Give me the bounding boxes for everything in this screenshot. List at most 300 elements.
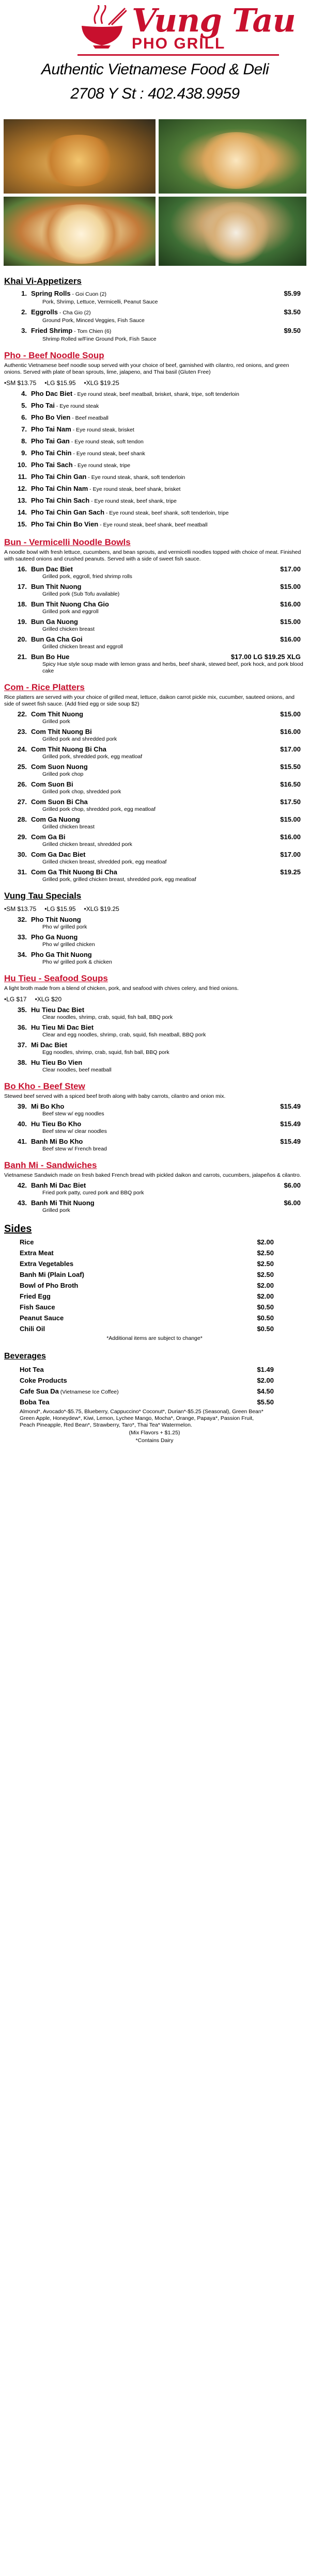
item-name-text: Com Ga Thit Nuong Bi Cha <box>31 868 117 876</box>
item-name <box>16 933 305 941</box>
menu-item <box>4 1397 305 1407</box>
item-description: Spicy Hue style soup made with lemon grass and herbs, beef shank, stewed beef, pork hock, and pork blood cake <box>42 661 303 674</box>
item-number: 20. <box>17 635 27 643</box>
item-name: Peanut Sauce <box>20 1314 64 1322</box>
item-name <box>16 289 305 299</box>
menu-item <box>4 780 305 795</box>
menu-item <box>4 1364 305 1375</box>
menu-item <box>4 600 305 615</box>
item-price: $6.00 <box>284 1199 301 1207</box>
item-name-detail: - Cha Gio (2) <box>58 310 91 316</box>
item-name <box>16 449 305 458</box>
menu-item <box>4 1291 305 1302</box>
menu-item <box>4 1119 305 1135</box>
item-name: Chili Oil <box>20 1325 45 1333</box>
item-number: 6. <box>21 413 27 421</box>
item-name-text: Com Thit Nuong Bi Cha <box>31 745 106 753</box>
item-number: 39. <box>17 1102 27 1110</box>
menu-item <box>4 617 305 633</box>
item-name <box>16 520 305 530</box>
item-name <box>16 600 305 609</box>
hutieu-description: A light broth made from a blend of chicken, pork, and seafood with chives celery, and fried onions. <box>4 985 239 991</box>
item-name <box>16 437 305 446</box>
item-number: 9. <box>21 449 27 457</box>
item-name: Hot Tea <box>20 1366 44 1373</box>
food-photo-3 <box>2 195 157 267</box>
item-name <box>16 1102 305 1111</box>
item-name <box>16 745 305 754</box>
item-description: Beef stew w/ egg noodles <box>42 1111 104 1117</box>
item-name <box>16 868 305 876</box>
item-price: $6.00 <box>284 1181 301 1189</box>
menu-item <box>4 413 305 423</box>
item-description: Shrimp Rolled w/Fine Ground Pork, Fish Sauce <box>42 336 157 342</box>
item-name <box>16 389 305 399</box>
item-name: Fish Sauce <box>20 1303 55 1311</box>
boba-dairy-note: *Contains Dairy <box>135 1437 174 1444</box>
bokho-description: Stewed beef served with a spiced beef broth along with baby carrots, cilantro and onion mix. <box>4 1093 226 1099</box>
brand-subtitle: PHO GRILL <box>132 35 226 52</box>
item-description: Grilled pork chop, shredded pork, egg meatloaf <box>42 806 156 812</box>
item-name-text: Hu Tieu Dac Biet <box>31 1006 85 1014</box>
item-number: 23. <box>17 728 27 735</box>
item-name-detail: - Eye round steak, beef meatball, brisket, shank, tripe, soft tenderloin <box>72 391 239 397</box>
menu-item <box>4 496 305 506</box>
menu-item <box>4 449 305 458</box>
item-description: Pho w/ grilled pork <box>42 924 87 930</box>
item-description: Beef stew w/ French bread <box>42 1146 107 1152</box>
menu-item <box>4 950 305 966</box>
menu-item <box>4 520 305 530</box>
item-price: $16.00 <box>280 728 301 735</box>
menu-header <box>0 0 310 118</box>
item-description: Grilled pork and eggroll <box>42 609 99 615</box>
item-name-detail: - Beef meatball <box>70 415 109 421</box>
item-name: Rice <box>20 1238 34 1246</box>
menu-item <box>4 1386 305 1397</box>
item-description: Grilled pork and shredded pork <box>42 736 117 742</box>
item-name: Fried Egg <box>20 1292 51 1300</box>
item-description: Clear noodles, shrimp, crab, squid, fish ball, BBQ pork <box>42 1014 173 1020</box>
pho-list <box>4 389 305 530</box>
item-name-text: Spring Rolls <box>31 290 71 297</box>
item-description: Pho w/ grilled chicken <box>42 941 95 948</box>
item-name: Bowl of Pho Broth <box>20 1282 79 1289</box>
menu-item <box>4 1058 305 1074</box>
item-price: $3.50 <box>284 308 301 316</box>
item-price: $15.00 <box>280 618 301 626</box>
item-price: $15.00 <box>280 583 301 590</box>
item-name-text: Pho Tai Sach <box>31 461 73 469</box>
item-name-text: Com Ga Dac Biet <box>31 851 86 858</box>
item-name <box>16 1137 305 1146</box>
item-price: $17.00 <box>280 745 301 753</box>
item-price: $2.00 <box>257 1282 274 1289</box>
item-number: 7. <box>21 425 27 433</box>
menu-item <box>4 762 305 778</box>
item-name-text: Pho Tai Chin Nam <box>31 485 88 492</box>
item-name-text: Bun Dac Biet <box>31 565 73 573</box>
item-price: $1.49 <box>257 1366 274 1373</box>
bun-description: A noodle bowl with fresh lettuce, cucumbers, and bean sprouts, and vermicelli noodles topped with choice of meat. Finished with sauteed onions and crushed peanuts. Served with a side of sweet fish sauce. <box>4 549 301 562</box>
item-name: Extra Vegetables <box>20 1260 74 1268</box>
menu-item <box>4 1375 305 1386</box>
item-name <box>16 1119 305 1128</box>
item-name-text: Pho Bo Vien <box>31 413 71 421</box>
menu-item <box>4 565 305 580</box>
item-name <box>16 850 305 859</box>
size-price: •XLG $19.25 <box>84 379 119 387</box>
item-name-text: Pho Tai Chin Bo Vien <box>31 520 99 528</box>
item-name-text: Com Thit Nuong <box>31 710 84 718</box>
item-number: 22. <box>17 710 27 718</box>
item-description: Egg noodles, shrimp, crab, squid, fish ball, BBQ pork <box>42 1049 169 1055</box>
menu-item <box>4 460 305 470</box>
item-name-text: Pho Dac Biet <box>31 390 73 397</box>
item-number: 41. <box>17 1138 27 1145</box>
item-price: $19.25 <box>280 868 301 876</box>
item-name <box>16 950 305 959</box>
menu-item <box>4 326 305 343</box>
menu-item <box>4 727 305 743</box>
size-price: •SM $13.75 <box>4 379 37 387</box>
item-price: $2.50 <box>257 1260 274 1268</box>
item-name-text: Hu Tieu Bo Kho <box>31 1120 82 1128</box>
item-number: 26. <box>17 780 27 788</box>
item-name: Cafe Sua Da <box>20 1387 59 1395</box>
menu-item <box>4 401 305 411</box>
pho-description: Authentic Vietnamese beef noodle soup served with your choice of beef, garnished with cilantro, red onions, and green onions. Served with plate of bean sprouts, lime, jalapeno, and Thai basil (Gluten Free) <box>4 362 289 375</box>
size-price: •LG $17 <box>4 996 27 1003</box>
item-name-text: Banh Mi Bo Kho <box>31 1138 83 1145</box>
item-number: 29. <box>17 833 27 841</box>
item-name-detail: - Eye round steak, beef shank, beef meatball <box>98 522 208 528</box>
item-description: Clear and egg noodles, shrimp, crab, squid, fish meatball, BBQ pork <box>42 1032 206 1038</box>
item-description: Grilled chicken breast and eggroll <box>42 644 123 650</box>
item-number: 3. <box>21 327 27 334</box>
item-name-text: Hu Tieu Mi Dac Biet <box>31 1023 94 1031</box>
section-title-com: Com - Rice Platters <box>4 682 85 692</box>
item-name <box>16 460 305 470</box>
menu-item <box>4 797 305 813</box>
item-name <box>16 635 305 644</box>
item-name-text: Pho Tai <box>31 402 55 409</box>
item-price: $15.00 <box>280 710 301 718</box>
menu-item <box>4 582 305 598</box>
item-name-text: Pho Tai Chin <box>31 449 72 457</box>
item-name <box>16 582 305 591</box>
item-name-text: Pho Ga Nuong <box>31 933 78 941</box>
item-name <box>16 413 305 423</box>
section-title-pho: Pho - Beef Noodle Soup <box>4 350 104 360</box>
brand-name: Vung Tau <box>132 2 296 39</box>
sides-note: *Additional items are subject to change* <box>106 1335 203 1341</box>
item-price: $17.00 <box>280 565 301 573</box>
address-phone: 2708 Y St : 402.438.9959 <box>70 85 240 102</box>
item-price: $15.49 <box>280 1120 301 1128</box>
item-price: $15.50 <box>280 763 301 771</box>
item-number: 37. <box>17 1041 27 1049</box>
item-description: Ground Pork, Minced Veggies, Fish Sauce <box>42 317 145 324</box>
section-title-hutieu: Hu Tieu - Seafood Soups <box>4 973 108 983</box>
item-name-text: Pho Tai Chin Gan <box>31 473 87 481</box>
item-number: 8. <box>21 437 27 445</box>
pho-size-prices <box>4 379 305 387</box>
item-number: 36. <box>17 1023 27 1031</box>
item-price: $0.50 <box>257 1303 274 1311</box>
size-price: •SM $13.75 <box>4 905 37 913</box>
item-name-detail: - Goi Cuon (2) <box>70 291 107 297</box>
com-list <box>4 710 305 883</box>
appetizers-list <box>4 289 305 343</box>
bun-list <box>4 565 305 675</box>
menu-item <box>4 1005 305 1021</box>
specials-list <box>4 915 305 966</box>
section-title-bokho: Bo Kho - Beef Stew <box>4 1081 85 1091</box>
food-photo-4 <box>157 195 308 267</box>
item-name <box>16 326 305 336</box>
item-description: Clear noodles, beef meatball <box>42 1067 112 1073</box>
item-name-detail: - Eye round steak, shank, soft tenderloin <box>86 474 185 481</box>
menu-item <box>4 1102 305 1117</box>
menu-item <box>4 1247 305 1258</box>
item-name <box>16 401 305 411</box>
menu-item <box>4 915 305 931</box>
com-description: Rice platters are served with your choice of grilled meat, lettuce, daikon carrot pickle mix, cucumber, sauteed onions, and side of sweet fish sauce. (Add fried egg or side soup $2) <box>4 694 295 707</box>
item-name: Banh Mi (Plain Loaf) <box>20 1271 84 1278</box>
item-name-text: Com Suon Bi <box>31 780 73 788</box>
menu-item <box>4 308 305 324</box>
item-number: 42. <box>17 1181 27 1189</box>
item-price: $2.00 <box>257 1238 274 1246</box>
item-number: 34. <box>17 951 27 958</box>
item-number: 10. <box>17 461 27 469</box>
menu-item <box>4 1181 305 1196</box>
item-price: $4.50 <box>257 1387 274 1395</box>
item-number: 18. <box>17 600 27 608</box>
item-name-detail: - Eye round steak, tripe <box>72 462 131 469</box>
item-description: Grilled chicken breast <box>42 626 95 632</box>
brand-logo <box>132 3 297 53</box>
item-price: $2.00 <box>257 1377 274 1384</box>
menu-item <box>4 1269 305 1280</box>
item-number: 21. <box>17 653 27 661</box>
item-price: $17.50 <box>280 798 301 806</box>
item-number: 19. <box>17 618 27 626</box>
item-number: 24. <box>17 745 27 753</box>
banhmi-list <box>4 1181 305 1214</box>
item-number: 27. <box>17 798 27 806</box>
item-name <box>16 565 305 573</box>
item-name-text: Pho Tai Gan <box>31 437 70 445</box>
item-price: $0.50 <box>257 1325 274 1333</box>
item-number: 40. <box>17 1120 27 1128</box>
item-name-text: Pho Tai Chin Gan Sach <box>31 508 105 516</box>
item-description: Grilled chicken breast <box>42 824 95 830</box>
item-number: 31. <box>17 868 27 876</box>
food-photos <box>2 118 308 268</box>
item-number: 43. <box>17 1199 27 1207</box>
item-number: 38. <box>17 1059 27 1066</box>
item-name-detail: - Eye round steak, soft tendon <box>69 439 144 445</box>
menu-item <box>4 1198 305 1214</box>
item-description: Grilled pork <box>42 718 70 725</box>
menu-item <box>4 833 305 848</box>
banhmi-description: Vietnamese Sandwich made on fresh baked French bread with pickled daikon and carrots, cucumbers, jalapeños & cilantro. <box>4 1172 301 1178</box>
size-price: •XLG $19.25 <box>84 905 119 913</box>
item-name <box>16 425 305 435</box>
item-price: $0.50 <box>257 1314 274 1322</box>
item-name <box>16 1041 305 1049</box>
menu-item <box>4 635 305 650</box>
item-name-text: Pho Thit Nuong <box>31 916 81 923</box>
item-name <box>16 1181 305 1190</box>
item-price: $17.00 <box>280 851 301 858</box>
item-price: $5.99 <box>284 290 301 297</box>
hutieu-size-prices <box>4 995 305 1003</box>
menu-item <box>4 868 305 883</box>
sides-list <box>4 1237 305 1334</box>
item-name-text: Bun Bo Hue <box>31 653 70 661</box>
food-photo-1 <box>2 118 157 195</box>
menu-item <box>4 484 305 494</box>
item-name <box>16 1198 305 1207</box>
menu-item <box>4 472 305 482</box>
item-price: $5.50 <box>257 1398 274 1406</box>
item-price: $15.49 <box>280 1102 301 1110</box>
item-name-text: Pho Tai Chin Sach <box>31 497 90 504</box>
item-name <box>16 815 305 824</box>
item-price: $16.00 <box>280 635 301 643</box>
item-price: $16.50 <box>280 780 301 788</box>
section-title-appetizers: Khai Vi-Appetizers <box>4 276 82 286</box>
item-name-detail: - Eye round steak, beef shank, tripe <box>89 498 177 504</box>
tagline: Authentic Vietnamese Food & Deli <box>41 61 269 78</box>
item-description: Grilled pork chop <box>42 771 84 777</box>
menu-item <box>4 1313 305 1323</box>
hutieu-list <box>4 1005 305 1074</box>
item-price: $9.50 <box>284 327 301 334</box>
item-number: 25. <box>17 763 27 771</box>
item-name-detail: - Eye round steak, beef shank <box>71 451 145 457</box>
item-description: Grilled pork <box>42 1207 70 1213</box>
item-name-text: Mi Bo Kho <box>31 1102 65 1110</box>
item-name <box>16 727 305 736</box>
item-name <box>16 496 305 506</box>
item-name <box>16 833 305 841</box>
menu-item <box>4 1041 305 1056</box>
item-name-text: Bun Ga Nuong <box>31 618 78 626</box>
item-number: 30. <box>17 851 27 858</box>
size-price: •LG $15.95 <box>44 905 76 913</box>
item-price: $16.00 <box>280 600 301 608</box>
section-title-bun: Bun - Vermicelli Noodle Bowls <box>4 537 131 547</box>
section-title-specials: Vung Tau Specials <box>4 891 82 901</box>
menu-item <box>4 289 305 306</box>
menu-item <box>4 850 305 866</box>
item-name-text: Com Ga Nuong <box>31 815 80 823</box>
section-title-banhmi: Banh Mi - Sandwiches <box>4 1160 97 1170</box>
item-description: Grilled chicken breast, shredded pork <box>42 841 132 847</box>
pho-bowl-logo-icon <box>78 5 127 49</box>
item-name <box>16 484 305 494</box>
item-name <box>16 1023 305 1032</box>
menu-item <box>4 815 305 830</box>
item-name: Extra Meat <box>20 1249 54 1257</box>
item-number: 28. <box>17 815 27 823</box>
bokho-list <box>4 1102 305 1153</box>
item-name-text: Pho Ga Thit Nuong <box>31 951 92 958</box>
item-name-detail: - Eye round steak, beef shank, brisket <box>88 486 181 492</box>
item-name-text: Hu Tieu Bo Vien <box>31 1059 83 1066</box>
item-name-text: Bun Thit Nuong <box>31 583 82 590</box>
item-name <box>16 915 305 924</box>
item-name-text: Banh Mi Dac Biet <box>31 1181 86 1189</box>
menu-item <box>4 1258 305 1269</box>
item-name-detail: - Eye round steak, beef shank, soft tenderloin, tripe <box>104 510 229 516</box>
item-name-text: Bun Thit Nuong Cha Gio <box>31 600 109 608</box>
size-price: •LG $15.95 <box>44 379 76 387</box>
item-name <box>16 710 305 718</box>
item-name-detail: (Vietnamese Ice Coffee) <box>58 1389 119 1395</box>
item-name <box>16 472 305 482</box>
item-number: 16. <box>17 565 27 573</box>
menu-item <box>4 745 305 760</box>
specials-size-prices <box>4 905 305 913</box>
boba-flavors: Almond*, Avocado*-$5.75, Blueberry, Cappuccino* Coconut*, Durian*-$5.25 (Seasonal), Green Bean* Green Apple, Honeydew*, Kiwi, Lemon, Lychee Mango, Mocha*, Orange, Papaya*, Passion Fruit, Peach Pineapple, Red Bean*, Strawberry, Taro*, Thai Tea* Watermelon. <box>20 1409 264 1428</box>
item-name-text: Banh Mi Thit Nuong <box>31 1199 95 1207</box>
item-number: 2. <box>21 308 27 316</box>
item-number: 4. <box>21 390 27 397</box>
item-number: 1. <box>21 290 27 297</box>
logo-underline <box>78 54 279 56</box>
item-name-text: Com Suon Bi Cha <box>31 798 88 806</box>
item-number: 35. <box>17 1006 27 1014</box>
item-name-text: Fried Shrimp <box>31 327 73 334</box>
section-title-sides: Sides <box>4 1223 32 1235</box>
item-description: Fried pork patty, cured pork and BBQ pork <box>42 1190 144 1196</box>
menu-item <box>4 508 305 518</box>
item-name-detail: - Eye round steak <box>54 403 99 409</box>
menu-item <box>4 1302 305 1313</box>
menu-item <box>4 1280 305 1291</box>
menu-content <box>0 276 310 1444</box>
size-price: •XLG $20 <box>35 996 62 1003</box>
menu-item <box>4 425 305 435</box>
item-price: $2.00 <box>257 1292 274 1300</box>
item-name <box>16 797 305 806</box>
item-description: Grilled pork chop, shredded pork <box>42 789 121 795</box>
item-name <box>16 508 305 518</box>
item-price: $17.00 LG $19.25 XLG <box>230 653 301 661</box>
item-name <box>16 617 305 626</box>
item-name <box>16 1005 305 1014</box>
menu-item <box>4 437 305 446</box>
item-price: $15.00 <box>280 815 301 823</box>
item-number: 11. <box>18 473 27 481</box>
menu-item <box>4 1137 305 1153</box>
item-price: $2.50 <box>257 1271 274 1278</box>
item-description: Grilled pork, grilled chicken breast, shredded pork, egg meatloaf <box>42 876 196 883</box>
item-description: Grilled pork (Sub Tofu available) <box>42 591 120 597</box>
item-description: Beef stew w/ clear noodles <box>42 1128 107 1134</box>
item-price: $2.50 <box>257 1249 274 1257</box>
item-description: Grilled chicken breast, shredded pork, egg meatloaf <box>42 859 167 865</box>
item-name-detail: - Eye round steak, brisket <box>71 427 134 433</box>
item-number: 17. <box>17 583 27 590</box>
item-number: 33. <box>17 933 27 941</box>
item-name: Coke Products <box>20 1377 67 1384</box>
